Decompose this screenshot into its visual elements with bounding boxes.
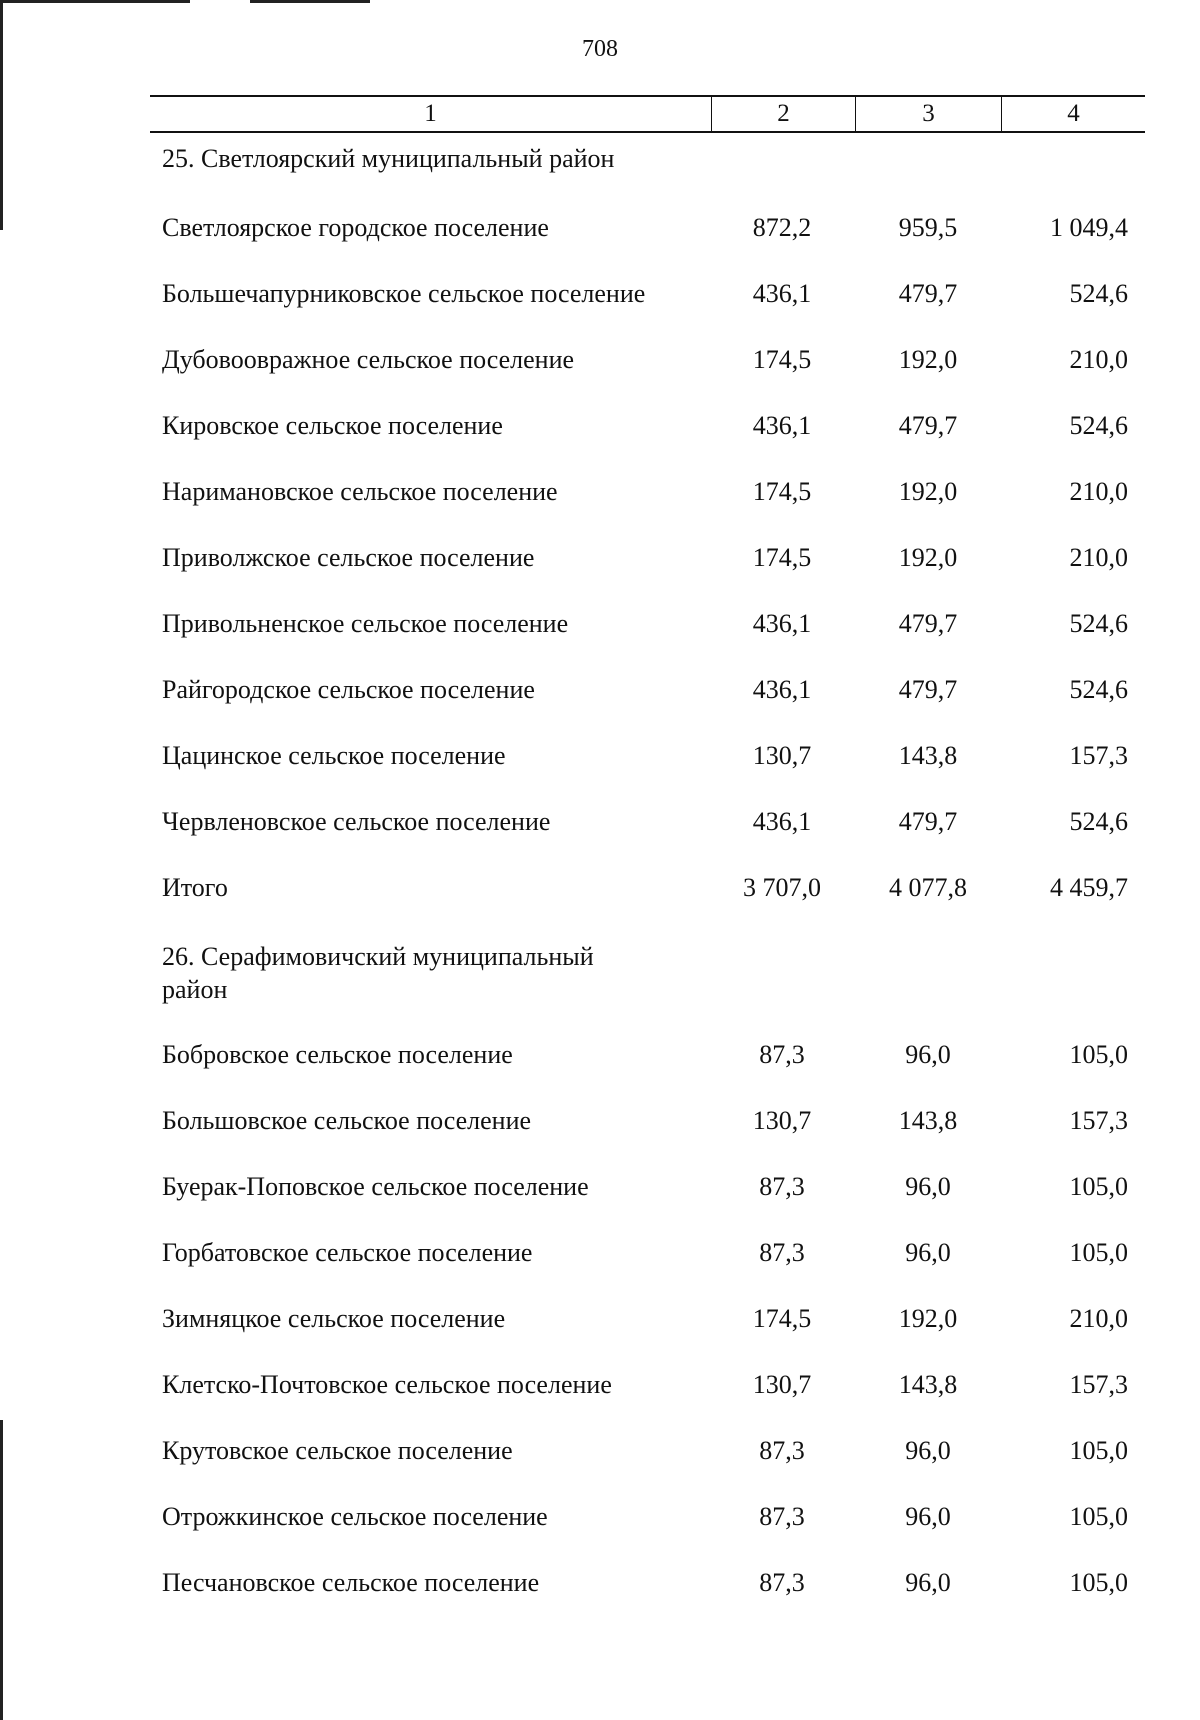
row-col-4: 105,0	[1069, 1502, 1128, 1531]
table-row	[0, 276, 1200, 312]
row-col-2: 130,7	[752, 1106, 812, 1135]
table-row	[0, 1169, 1200, 1205]
row-name: Отрожкинское сельское поселение	[162, 1502, 548, 1531]
row-name: Крутовское сельское поселение	[162, 1436, 513, 1465]
row-col-3: 959,5	[898, 213, 958, 242]
table-row	[0, 1037, 1200, 1073]
table-row	[0, 342, 1200, 378]
table-row	[0, 606, 1200, 642]
row-col-2: 174,5	[752, 477, 812, 506]
row-col-3: 143,8	[898, 741, 958, 770]
row-name: Зимняцкое сельское поселение	[162, 1304, 506, 1333]
table-row	[0, 672, 1200, 708]
row-name: Горбатовское сельское поселение	[162, 1238, 533, 1267]
scan-edge-top-left	[0, 0, 190, 3]
table-row	[0, 804, 1200, 840]
row-col-3: 4 077,8	[889, 873, 967, 902]
row-name: Приволжское сельское поселение	[162, 543, 535, 572]
row-col-3: 479,7	[898, 411, 958, 440]
row-col-3: 143,8	[898, 1106, 958, 1135]
row-col-4: 4 459,7	[1050, 873, 1128, 902]
section-title: 26. Серафимовичский муниципальный район	[162, 942, 594, 1004]
row-col-2: 87,3	[759, 1436, 805, 1465]
header-col-2: 2	[712, 97, 856, 131]
row-col-3: 96,0	[905, 1040, 951, 1069]
table-row	[0, 1103, 1200, 1139]
row-col-4: 524,6	[1069, 675, 1128, 704]
table-row	[0, 738, 1200, 774]
table-row	[0, 1433, 1200, 1469]
row-col-3: 96,0	[905, 1172, 951, 1201]
row-col-2: 436,1	[752, 807, 812, 836]
row-col-4: 210,0	[1069, 477, 1128, 506]
row-name: Большовское сельское поселение	[162, 1106, 532, 1135]
row-col-4: 210,0	[1069, 345, 1128, 374]
header-col-1: 1	[150, 97, 712, 131]
row-col-4: 524,6	[1069, 807, 1128, 836]
row-col-4: 210,0	[1069, 1304, 1128, 1333]
table-row	[0, 1565, 1200, 1601]
row-name: Итого	[162, 873, 228, 902]
row-name: Большечапурниковское сельское поселение	[162, 279, 646, 308]
row-col-4: 105,0	[1069, 1436, 1128, 1465]
header-col-3: 3	[856, 97, 1002, 131]
row-col-3: 479,7	[898, 279, 958, 308]
row-col-3: 96,0	[905, 1568, 951, 1597]
row-col-4: 157,3	[1069, 741, 1128, 770]
scan-edge-left-upper	[0, 0, 3, 230]
row-name: Привольненское сельское поселение	[162, 609, 569, 638]
page-number: 708	[582, 36, 618, 62]
row-name: Буерак-Поповское сельское поселение	[162, 1172, 589, 1201]
row-col-2: 87,3	[759, 1502, 805, 1531]
row-col-3: 96,0	[905, 1238, 951, 1267]
row-col-3: 96,0	[905, 1502, 951, 1531]
page-number-container	[0, 36, 1200, 63]
row-col-3: 479,7	[898, 807, 958, 836]
row-name: Песчановское сельское поселение	[162, 1568, 540, 1597]
row-name: Дубовоовражное сельское поселение	[162, 345, 575, 374]
row-col-2: 87,3	[759, 1568, 805, 1597]
row-name: Червленовское сельское поселение	[162, 807, 551, 836]
row-col-3: 479,7	[898, 675, 958, 704]
row-col-2: 436,1	[752, 411, 812, 440]
row-col-3: 192,0	[898, 477, 958, 506]
row-col-2: 436,1	[752, 609, 812, 638]
row-name: Райгородское сельское поселение	[162, 675, 535, 704]
row-col-2: 130,7	[752, 1370, 812, 1399]
total-row	[0, 870, 1200, 906]
row-col-2: 436,1	[752, 675, 812, 704]
row-col-4: 105,0	[1069, 1568, 1128, 1597]
row-name: Кировское сельское поселение	[162, 411, 503, 440]
row-col-3: 192,0	[898, 543, 958, 572]
row-col-3: 143,8	[898, 1370, 958, 1399]
row-name: Бобровское сельское поселение	[162, 1040, 513, 1069]
row-col-2: 174,5	[752, 345, 812, 374]
row-name: Цацинское сельское поселение	[162, 741, 506, 770]
row-name: Клетско-Почтовское сельское поселение	[162, 1370, 612, 1399]
header-col-4: 4	[1067, 100, 1080, 127]
row-col-4: 157,3	[1069, 1106, 1128, 1135]
row-col-2: 436,1	[752, 279, 812, 308]
row-col-4: 105,0	[1069, 1172, 1128, 1201]
row-col-4: 1 049,4	[1050, 213, 1128, 242]
row-col-4: 524,6	[1069, 411, 1128, 440]
row-col-3: 192,0	[898, 345, 958, 374]
table-row	[0, 1499, 1200, 1535]
row-col-2: 872,2	[752, 213, 812, 242]
row-col-4: 157,3	[1069, 1370, 1128, 1399]
row-col-2: 3 707,0	[743, 873, 821, 902]
row-col-4: 524,6	[1069, 609, 1128, 638]
table-row	[0, 540, 1200, 576]
row-col-4: 210,0	[1069, 543, 1128, 572]
table-header	[150, 95, 1145, 133]
table-row	[0, 474, 1200, 510]
table-row	[0, 210, 1200, 246]
row-col-3: 479,7	[898, 609, 958, 638]
row-col-2: 174,5	[752, 1304, 812, 1333]
section-title: 25. Светлоярский муниципальный район	[162, 144, 615, 173]
row-col-2: 174,5	[752, 543, 812, 572]
table-row	[0, 1235, 1200, 1271]
row-col-2: 87,3	[759, 1040, 805, 1069]
table-row	[0, 1367, 1200, 1403]
row-name: Светлоярское городское поселение	[162, 213, 549, 242]
row-col-4: 524,6	[1069, 279, 1128, 308]
row-col-2: 130,7	[752, 741, 812, 770]
row-name: Наримановское сельское поселение	[162, 477, 558, 506]
scan-edge-top-mid	[250, 0, 370, 3]
row-col-4: 105,0	[1069, 1238, 1128, 1267]
row-col-3: 192,0	[898, 1304, 958, 1333]
row-col-2: 87,3	[759, 1172, 805, 1201]
table-row	[0, 408, 1200, 444]
table-row	[0, 1301, 1200, 1337]
row-col-4: 105,0	[1069, 1040, 1128, 1069]
row-col-2: 87,3	[759, 1238, 805, 1267]
row-col-3: 96,0	[905, 1436, 951, 1465]
